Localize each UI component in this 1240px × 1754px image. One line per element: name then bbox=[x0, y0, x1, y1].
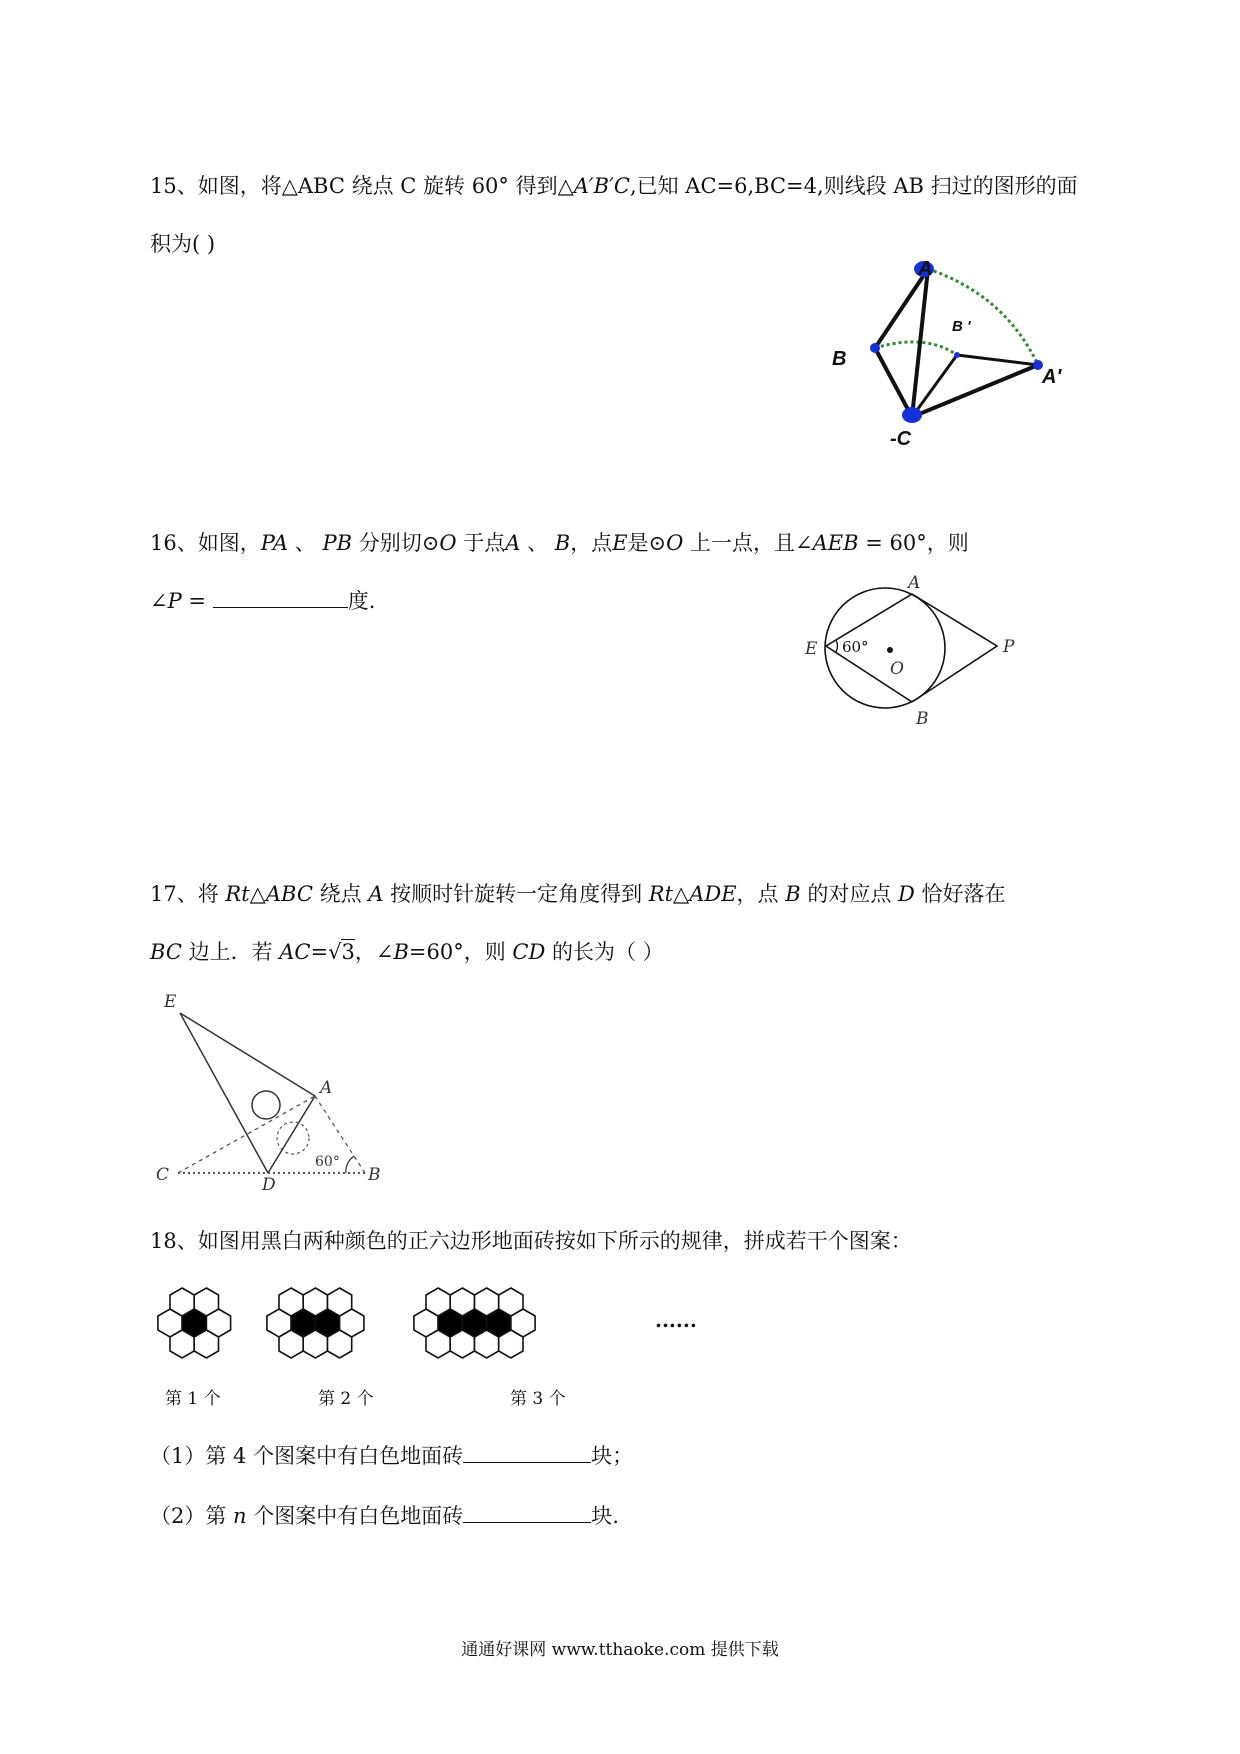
white-hex-tile bbox=[328, 1330, 352, 1358]
label-60: 60° bbox=[315, 1154, 340, 1170]
label-B: B bbox=[916, 709, 929, 729]
label-C: C bbox=[156, 1165, 170, 1185]
answer-blank-2[interactable] bbox=[463, 1504, 591, 1523]
white-hex-tile bbox=[475, 1330, 499, 1358]
answer-blank[interactable] bbox=[213, 589, 348, 608]
caption-3: 第 3 个 bbox=[510, 1389, 566, 1409]
point-B-prime bbox=[954, 352, 960, 358]
label-B: B bbox=[368, 1165, 381, 1185]
label-E: E bbox=[805, 639, 818, 659]
label-60: 60° bbox=[842, 638, 869, 656]
white-hex-tile bbox=[303, 1288, 327, 1316]
white-hex-tile bbox=[303, 1330, 327, 1358]
q18-sub2: （2）第 n 个图案中有白色地面砖 块. bbox=[150, 1504, 619, 1528]
white-hex-tile bbox=[170, 1288, 194, 1316]
q16-line2: ∠P = 度. bbox=[150, 589, 376, 613]
white-hex-tile bbox=[426, 1330, 450, 1358]
q16-circle-figure bbox=[790, 570, 1050, 740]
label-P: P bbox=[1003, 637, 1015, 657]
center-O bbox=[887, 647, 893, 653]
q18-sub1: （1）第 4 个图案中有白色地面砖 块； bbox=[150, 1444, 634, 1468]
seg-DA bbox=[268, 1096, 315, 1173]
white-hex-tile bbox=[328, 1288, 352, 1316]
white-hex-tile bbox=[194, 1288, 218, 1316]
point-C bbox=[902, 407, 922, 423]
label-A: A bbox=[918, 258, 933, 280]
angle-mark bbox=[836, 640, 838, 652]
q15-line1: 15、如图，将△ABC 绕点 C 旋转 60° 得到△A′B′C,已知 AC=6,BC=4,则线段 AB 扫过的图形的面 bbox=[150, 174, 1078, 198]
q18-stem: 18、如图用黑白两种颜色的正六边形地面砖按如下所示的规律，拼成若干个图案： bbox=[150, 1229, 912, 1253]
sqrt-sign: √ bbox=[328, 940, 342, 964]
label-B-prime: B ' bbox=[952, 318, 971, 335]
label-A-prime: A' bbox=[1042, 366, 1062, 388]
q15-rotation-figure bbox=[820, 255, 1100, 455]
white-hex-tile bbox=[450, 1288, 474, 1316]
label-D: D bbox=[262, 1175, 276, 1190]
sqrt-radicand: 3 bbox=[341, 940, 355, 964]
seg-BC bbox=[875, 348, 912, 417]
seg-EA bbox=[180, 1013, 315, 1096]
q16-line1: 16、如图，PA 、 PB 分别切⊙O 于点A 、 B，点E是⊙O 上一点，且∠AEB = 60°，则 bbox=[150, 531, 969, 555]
point-B bbox=[870, 343, 880, 353]
q17-line1: 17、将 Rt△ABC 绕点 A 按顺时针旋转一定角度得到 Rt△ADE，点 B 的对应点 D 恰好落在 bbox=[150, 882, 1006, 906]
q18-hexagon-patterns bbox=[150, 1278, 710, 1368]
label-A: A bbox=[320, 1078, 333, 1098]
label-A: A bbox=[908, 573, 921, 593]
hex-pattern-2 bbox=[267, 1288, 364, 1358]
tangents-PA-PB bbox=[912, 594, 997, 702]
arc-AA bbox=[928, 269, 1038, 365]
label-E: E bbox=[164, 992, 177, 1012]
seg-ED bbox=[180, 1013, 268, 1173]
white-hex-tile bbox=[475, 1288, 499, 1316]
label-O: O bbox=[890, 659, 904, 679]
q17-line2: BC 边上．若 AC=√3，∠B=60°，则 CD 的长为（ ） bbox=[150, 940, 664, 964]
q15-line2: 积为( ) bbox=[150, 232, 216, 256]
hex-pattern-1 bbox=[158, 1288, 231, 1358]
white-hex-tile bbox=[426, 1288, 450, 1316]
seg-BA-prime bbox=[957, 355, 1038, 365]
hex-pattern-3 bbox=[414, 1288, 535, 1358]
arc-BB bbox=[875, 342, 957, 355]
q18-dots: ...... bbox=[655, 1308, 697, 1332]
angle-mark bbox=[346, 1156, 354, 1173]
white-hex-tile bbox=[279, 1330, 303, 1358]
white-hex-tile bbox=[170, 1330, 194, 1358]
circle-mark-1 bbox=[252, 1091, 280, 1119]
white-hex-tile bbox=[279, 1288, 303, 1316]
white-hex-tile bbox=[194, 1330, 218, 1358]
page-footer: 通通好课网 www.tthaoke.com 提供下载 bbox=[461, 1640, 779, 1660]
caption-1: 第 1 个 bbox=[165, 1389, 221, 1409]
caption-2: 第 2 个 bbox=[318, 1389, 374, 1409]
white-hex-tile bbox=[499, 1330, 523, 1358]
circle-mark-2 bbox=[277, 1122, 309, 1154]
label-C: -C bbox=[890, 428, 912, 450]
white-hex-tile bbox=[499, 1288, 523, 1316]
label-B: B bbox=[832, 348, 847, 370]
white-hex-tile bbox=[450, 1330, 474, 1358]
answer-blank-1[interactable] bbox=[463, 1444, 591, 1463]
q15-prime-triangle: A′B′C bbox=[573, 174, 630, 198]
q17-triangle-figure bbox=[150, 990, 400, 1190]
